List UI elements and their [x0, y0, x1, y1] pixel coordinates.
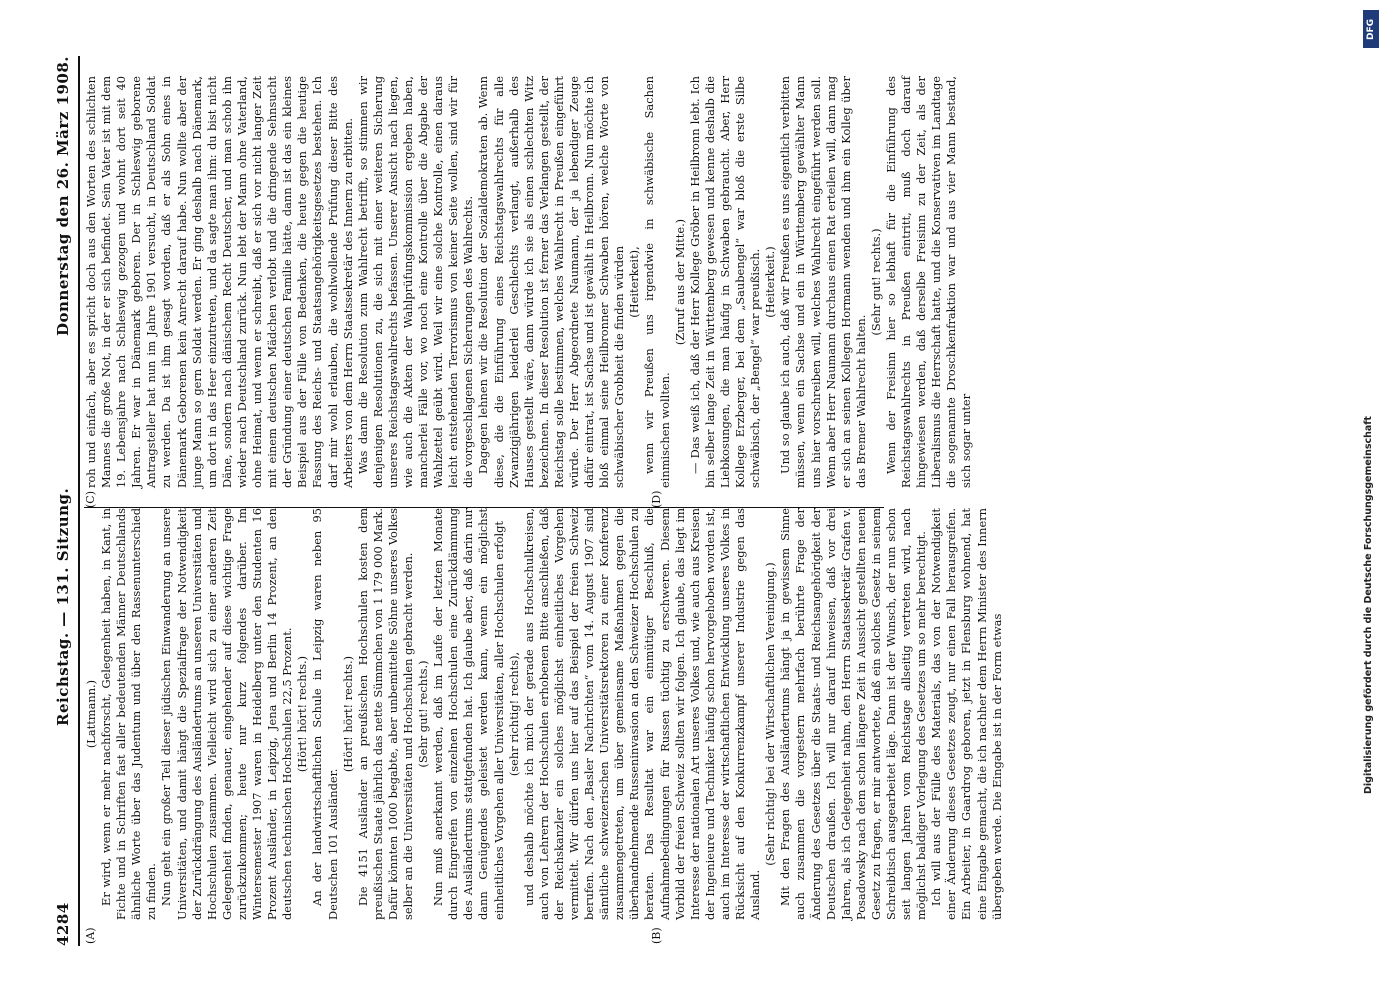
rotated-page — [50, 56, 1275, 946]
interjection: (Heiterkeit), — [627, 246, 642, 318]
right-text-column — [84, 76, 974, 488]
dfg-logo: DFG — [1363, 10, 1379, 48]
interjection: (Sehr gut! rechts.) — [416, 660, 431, 768]
paragraph: Dagegen lehnen wir die Resolution der Sozialdemokraten ab. Wenn diese, die die Einführung eines Reichstagswahlrechts für alle Zwanzigjährigen beiderlei Geschlechts verlangt, außerhalb des Hauses gestellt wäre, dann würde ich sie als einen schlechten Witz bezeichnen. In dieser Resolution ist ferner das Verlangen gestellt, der Reichstag solle bestimmen, welches Wahlrecht in Preußen eingeführt würde. Der Herr Abgeordnete Naumann, der ja lebendiger Zeuge dafür eintrat, ist Sachse und ist gewählt in Heilbronn. Nun möchte ich bloß einmal seine Heilbronner Schwaben hören, welche Worte von schwäbischer Grobheit die finden würden — [476, 76, 627, 488]
margin-mark-d: (D) — [650, 490, 663, 508]
credit-strip — [1361, 10, 1381, 794]
credit-text: Digitalisierung gefördert durch die Deutsche Forschungsgemeinschaft — [1363, 416, 1374, 794]
left-text-column — [84, 508, 1004, 920]
interjection: (Hört! hört! rechts.) — [295, 655, 310, 773]
paragraph: Er wird, wenn er mehr nachforscht, Gelegenheit haben, in Kant, in Fichte und in Schriften fast aller bedeutenden Männer Deutschlands ähnliche Worte über das Judentum und über den Rassenunterschied zu finden. — [99, 508, 159, 920]
interjection: (Sehr gut! rechts.) — [868, 228, 883, 336]
interjection: (Sehr richtig! bei der Wirtschaftlichen Vereinigung.) — [763, 562, 778, 866]
page-header — [50, 56, 76, 946]
paragraph: Nun geht ein großer Teil dieser jüdischen Einwanderung an unsere Universitäten, und damit hängt die Spezialfrage der Notwendigkeit der Zurückdrängung des Ausländertums an unseren Universitäten und Hochschulen zusammen. Vielleicht wird sich zu einer anderen Zeit Gelegenheit finden, genauer, eingehender auf diese wichtige Frage zurückzukommen; heute nur kurz folgendes darüber. Im Wintersemester 1907 waren in Heidelberg unter den Studenten 16 Prozent Ausländer, in Leipzig, Jena und Berlin 14 Prozent, an den deutschen technischen Hochschulen 22,5 Prozent. — [159, 508, 295, 920]
paragraph: roh und einfach, aber es spricht doch aus den Worten des schlichten Mannes die große Not, in der er sich befindet. Sein Vater ist mit dem 19. Lebensjahre nach Schleswig gezogen und wohnt dort seit 40 Jahren. Er war in Dänemark geboren. Der in Schleswig geborene Antragsteller hat nun im Jahre 1901 versucht, in Deutschland Soldat zu werden. Da ist ihm gesagt worden, daß er als Sohn eines in Dänemark Geborenen kein Anrecht darauf habe. Nun wollte aber der junge Mann so gern Soldat werden. Er ging deshalb nach Dänemark, um dort in das Heer einzutreten, und da sagte man ihm: du bist nicht Däne, sondern nach dänischem Recht Deutscher, und man schob ihn wieder nach Deutschland zurück. Nun lebt der Mann ohne Vaterland, ohne Heimat, und wenn er schreibt, daß er sich vor nicht langer Zeit mit einem deutschen Mädchen verlobt und die dringende Sehnsucht der Gründung einer deutschen Familie hätte, dann ist das ein kleines Beispiel aus der Fülle von Bedenken, die heute gegen die heutige Fassung des Reichs- und Staatsangehörigkeitsgesetzes bestehen. Ich darf mir wohl erlauben, die wohlwollende Prüfung dieser Bitte des Arbeiters von dem Herrn Staatssekretär des Innern zu erbitten. — [84, 76, 355, 488]
interjection: (Heiterkeit.) — [763, 246, 778, 318]
page-number: 4284 — [54, 902, 72, 946]
paragraph: Wenn der Freisinn hier so lebhaft für die Einführung des Reichstagswahlrechts in Preußen eintritt, muß doch darauf hingewiesen werden, daß derselbe Freisinn zu der Zeit, als der Liberalismus die Herrschaft hatte, und die Konservativen im Landtage die sogenannte Droschkenfraktion war und aus vier Mann bestand, sich sogar unter — [883, 76, 974, 488]
paragraph: — Das weiß ich, daß der Herr Kollege Gröber in Heilbronn lebt. Ich bin selber lange Zeit in Württemberg gewesen und kenne deshalb die Liebkosungen, die man häufig in Schwaben gebraucht. Aber, Herr Kollege Erzberger, bei dem „Saubengel“ war bloß die erste Silbe schwäbisch, der „Bengel“ war preußisch. — [687, 76, 763, 488]
interjection: (Hört! hört! rechts.) — [340, 655, 355, 773]
margin-mark-b: (B) — [650, 927, 663, 944]
paragraph: und deshalb möchte ich mich der gerade aus Hochschulkreisen, auch von Lehrern der Hochschulen erhobenen Bitte anschließen, daß der Reichskanzler ein solches möglichst einheitliches Vorgehen vermittelt. Wir dürfen uns hier auf das Beispiel der freien Schweiz berufen. Nach den „Basler Nachrichten“ vom 14. August 1907 sind sämtliche schweizerischen Universitätsrektoren zu einer Konferenz zusammengetreten, um über gemeinsame Maßnahmen gegen die überhandnehmende Russeninvasion an den Schweizer Hochschulen zu beraten. Das Resultat war ein einmütiger Beschluß, die Aufnahmebedingungen für Russen tüchtig zu erschweren. Diesem Vorbild der freien Schweiz sollten wir folgen. Ich glaube, das liegt im Interesse der nationalen Art unseres Volkes und, wie auch aus Kreisen der Ingenieure und Techniker häufig schon hervorgehoben worden ist, auch im Interesse der wirtschaftlichen Entwicklung unseres Volkes in Rücksicht auf den Konkurrenzkampf unserer Industrie gegen das Ausland. — [521, 508, 763, 920]
paragraph: Und so glaube ich auch, daß wir Preußen es uns eigentlich verbitten müssen, wenn ein Sachse und ein in Württemberg gewählter Mann uns hier vorschreiben will, welches Wahlrecht eingeführt werden soll. Wenn aber Herr Naumann durchaus einen Rat erteilen will, dann mag er sich an seinen Kollegen Hormann wenden und ihm ein Kolleg über das Bremer Wahlrecht halten. — [778, 76, 868, 488]
paragraph: Ich will aus der Fülle des Materials, das von der Notwendigkeit einer Änderung dieses Gesetzes zeugt, nur einen Fall herausgreifen. Ein Arbeiter, in Gaardrog geboren, jetzt in Flensburg wohnend, hat eine Eingabe gemacht, die ich nachher dem Herrn Minister des Innern übergeben werde. Die Eingabe ist in der Form etwas — [929, 508, 1004, 920]
margin-mark-a: (A) — [84, 927, 97, 944]
paragraph: Die 4151 Ausländer an preußischen Hochschulen kosten dem preußischen Staate jährlich das nette Sümmchen von 1 179 000 Mark. Dafür könnten 1000 begabte, aber unbemittelte Söhne unseres Volkes selber an die Universitäten und Hochschulen gebracht werden. — [355, 508, 415, 920]
interjection: (sehr richtig! rechts), — [506, 651, 521, 777]
header-rule — [78, 56, 80, 946]
running-title: Reichstag. — 131. Sitzung. — [54, 487, 72, 726]
paragraph: Nun muß anerkannt werden, daß im Laufe der letzten Monate durch Eingreifen von einzelnen Hochschulen eine Zurückdämmung des Ausländertums stattgefunden hat. Ich glaube aber, daß darin nur dann Genügendes geleistet werden kann, wenn ein möglichst einheitliches Vorgehen aller Universitäten, aller Hochschulen erfolgt — [431, 508, 506, 920]
margin-mark-c: (C) — [84, 491, 97, 508]
interjection: (Zuruf aus der Mitte.) — [672, 218, 687, 346]
paragraph: An der landwirtschaftlichen Schule in Leipzig waren neben 95 Deutschen 101 Ausländer. — [310, 508, 340, 920]
paragraph: wenn wir Preußen uns irgendwie in schwäbische Sachen einmischen wollten. — [642, 76, 672, 488]
interjection: (Lattmann.) — [84, 679, 98, 749]
session-date: Donnerstag den 26. März 1908. — [54, 56, 72, 336]
paragraph: Mit den Fragen des Ausländertums hängt ja in gewissem Sinne auch zusammen die vorgestern mehrfach berührte Frage der Änderung des Gesetzes über die Staats- und Reichsangehörigkeit der Deutschen draußen. Ich will nur darauf hinweisen, daß vor drei Jahren, als ich Gelegenheit nahm, den Herrn Staatssekretär Grafen v. Posadowsky nach dem schon längere Zeit in Aussicht gestellten neuen Gesetz zu fragen, er mir antwortete, daß ein solches Gesetz in seinem Schreibtisch ausgearbeitet läge. Dann ist der Wunsch, der nun schon seit langen Jahren vom Reichstage allseitig vertreten wird, nach möglichst baldiger Vorlegung des Gesetzes um so mehr berechtigt. — [778, 508, 929, 920]
paragraph: Was dann die Resolution zum Wahlrecht betrifft, so stimmen wir denjenigen Resolutionen zu, die sich mit einer weiteren Sicherung unseres Reichstagswahlrechts befassen. Unserer Ansicht nach liegen, wie auch die Akten der Wahlprüfungskommission ergeben haben, mancherlei Fälle vor, wo noch eine Kontrolle über die Abgabe der Wahlzettel geübt wird. Weil wir eine solche Kontrolle, einen daraus leicht entstehenden Terrorismus von keiner Seite wollen, sind wir für die vorgeschlagenen Sicherungen des Wahlrechts. — [355, 76, 476, 488]
